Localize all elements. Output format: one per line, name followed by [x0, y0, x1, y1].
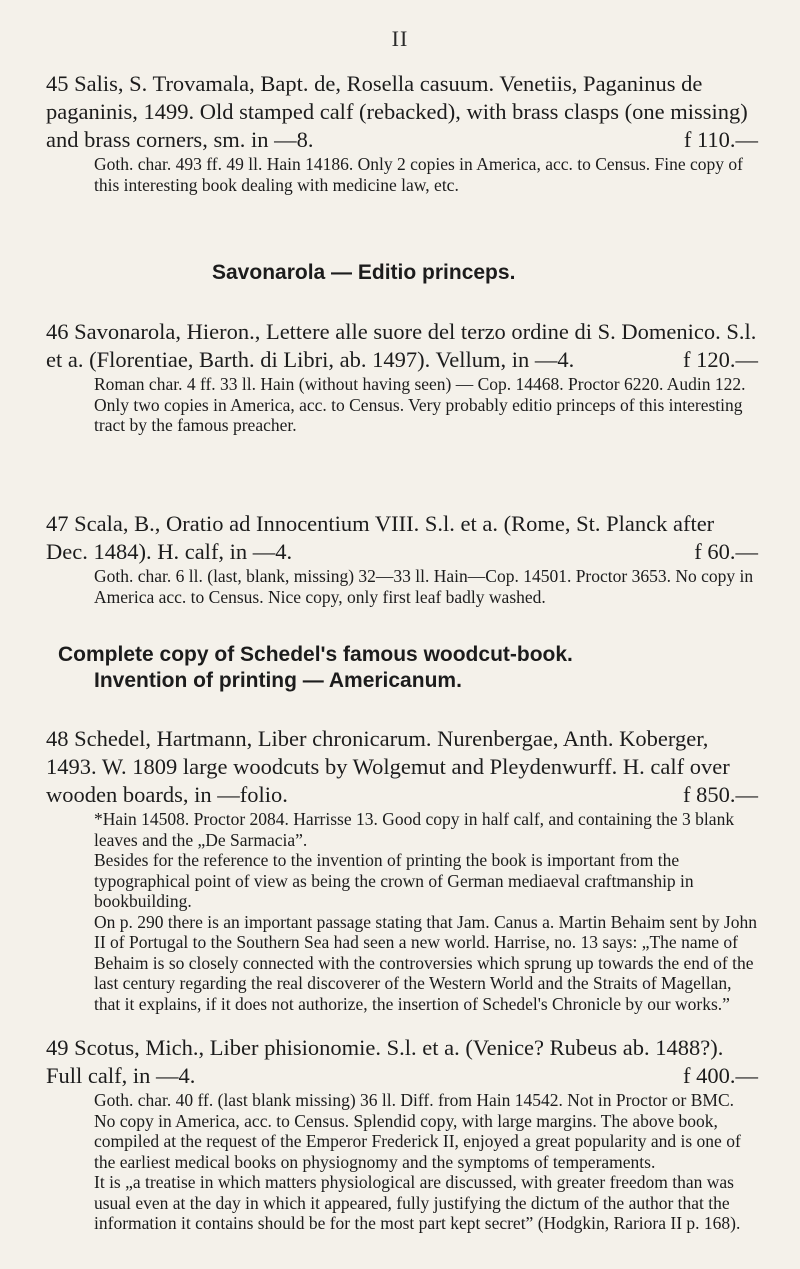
entry-46-note: Roman char. 4 ff. 33 ll. Hain (without having seen) — Cop. 14468. Proctor 6220. Audin 122. Only two copies in America, acc. to Census. Very probably editio princeps of this interesting tract by the famous preacher.	[94, 374, 746, 435]
section-heading-schedel	[0, 642, 800, 694]
section-heading-savonarola: Savonarola — Editio princeps.	[212, 261, 516, 284]
entry-45-price: f 110.—	[683, 127, 758, 152]
entry-48-price: f 850.—	[683, 782, 758, 807]
catalogue-entry-47	[0, 510, 800, 607]
entry-45-heading: 45 Salis, S. Trovamala, Bapt. de, Rosella casuum. Venetiis, Paganinus de paganinis, 1499. Old stamped calf (rebacked), with brass clasps (one missing) and brass corners, sm. in —8.	[46, 71, 748, 152]
entry-45-note: Goth. char. 493 ff. 49 ll. Hain 14186. Only 2 copies in America, acc. to Census. Fine copy of this interesting book dealing with medicine law, etc.	[94, 154, 744, 195]
entry-46-heading: 46 Savonarola, Hieron., Lettere alle suore del terzo ordine di S. Domenico. S.l. et a. (Florentiae, Barth. di Libri, ab. 1497). Vellum, in —4.	[46, 319, 757, 372]
entry-49-heading: 49 Scotus, Mich., Liber phisionomie. S.l. et a. (Venice? Rubeus ab. 1488?). Full calf, in —4.	[46, 1035, 724, 1088]
page-number: II	[391, 26, 409, 51]
catalogue-entry-45	[0, 70, 800, 195]
catalogue-entry-48	[0, 725, 800, 1014]
entry-47-heading: 47 Scala, B., Oratio ad Innocentium VIII. S.l. et a. (Rome, St. Planck after Dec. 1484). H. calf, in —4.	[46, 511, 715, 564]
catalogue-entry-46	[0, 318, 800, 436]
entry-49-note-2: It is „a treatise in which matters physiological are discussed, with greater freedom than was usual even at the day in which it appeared, fully justifying the dictum of the author that the information it contains should be for the most part kept secret” (Hodgkin, Rariora II p. 168).	[94, 1172, 741, 1233]
entry-46-price: f 120.—	[683, 347, 758, 372]
entry-48-note-2: Besides for the reference to the invention of printing the book is important from the typographical point of view as being the crown of German mediaeval craftmanship in bookbuilding.	[94, 850, 694, 911]
section-heading-line-1: Complete copy of Schedel's famous woodcut-book.	[58, 643, 573, 666]
entry-47-note: Goth. char. 6 ll. (last, blank, missing) 32—33 ll. Hain—Cop. 14501. Proctor 3653. No copy in America acc. to Census. Nice copy, only first leaf badly washed.	[94, 566, 754, 607]
catalogue-entry-49	[0, 1034, 800, 1234]
entry-49-price: f 400.—	[683, 1063, 758, 1088]
entry-47-price: f 60.—	[694, 539, 758, 564]
entry-48-note-1: *Hain 14508. Proctor 2084. Harrisse 13. Good copy in half calf, and containing the 3 blank leaves and the „De Sarmacia”.	[94, 809, 735, 850]
entry-49-note-1: Goth. char. 40 ff. (last blank missing) 36 ll. Diff. from Hain 14542. Not in Proctor or BMC. No copy in America, acc. to Census. Splendid copy, with large margins. The above book, compiled at the request of the Emperor Frederick II, enjoyed a great popularity and is one of the earliest medical books on physiognomy and the symptoms of temperaments.	[94, 1090, 741, 1172]
entry-48-heading: 48 Schedel, Hartmann, Liber chronicarum. Nurenbergae, Anth. Koberger, 1493. W. 1809 large woodcuts by Wolgemut and Pleydenwurff. H. calf over wooden boards, in —folio.	[46, 726, 730, 807]
section-heading-line-2: Invention of printing — Americanum.	[94, 669, 462, 692]
entry-48-note-3: On p. 290 there is an important passage stating that Jam. Canus a. Martin Behaim sent by John II of Portugal to the Southern Sea had seen a new world. Harrise, no. 13 says: „The name of Behaim is so closely connected with the controversies which sprung up towards the end of the last century regarding the real discoverer of the Western World and the Straits of Magellan, that it explains, if it does not authorize, the insertion of Schedel's Chronicle by our works.”	[94, 911, 757, 1014]
